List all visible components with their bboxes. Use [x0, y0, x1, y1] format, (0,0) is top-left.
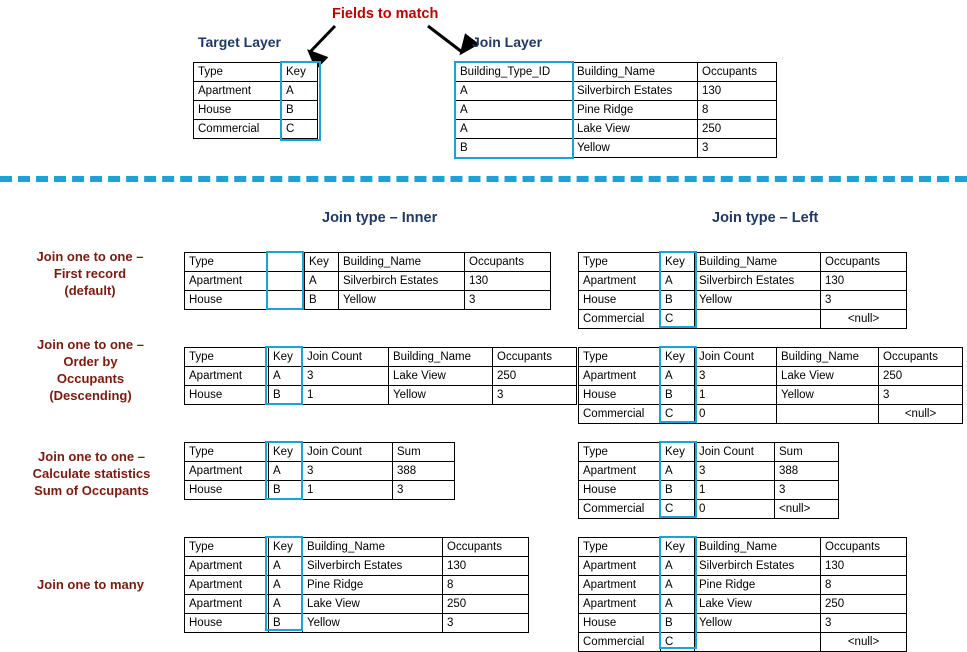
- cell: 130: [821, 557, 907, 576]
- cell: 388: [393, 462, 455, 481]
- cell: 3: [443, 614, 529, 633]
- cell: Pine Ridge: [695, 576, 821, 595]
- row-label-line: Occupants: [56, 371, 125, 386]
- cell: House: [579, 481, 661, 500]
- cell: A: [661, 576, 695, 595]
- cell: 0: [695, 405, 777, 424]
- column-header: Join Count: [303, 443, 393, 462]
- row1-inner-table-wrap: [184, 252, 551, 310]
- table-row: [185, 272, 551, 291]
- table-row: [185, 367, 577, 386]
- cell: A: [282, 82, 318, 101]
- row-label-order-by-occupants: [8, 336, 173, 404]
- column-header: Building_Name: [389, 348, 493, 367]
- join-layer-table: [455, 62, 777, 158]
- row-label-first-record: [10, 248, 170, 299]
- table-row: [456, 82, 777, 101]
- column-header: Type: [185, 253, 305, 272]
- cell: B: [269, 614, 303, 633]
- cell: Apartment: [185, 557, 269, 576]
- target-layer-table-wrap: [193, 62, 318, 139]
- column-header: Key: [269, 348, 303, 367]
- cell: Lake View: [389, 367, 493, 386]
- row2-inner-table-wrap: [184, 347, 577, 405]
- column-header: Key: [661, 253, 695, 272]
- row-label-line: (Descending): [49, 388, 132, 403]
- cell: House: [185, 481, 269, 500]
- cell: Apartment: [185, 462, 269, 481]
- row4-inner-table-wrap: [184, 537, 529, 633]
- table-header-row: [185, 253, 551, 272]
- cell: A: [661, 557, 695, 576]
- cell: Commercial: [194, 120, 282, 139]
- cell: B: [661, 481, 695, 500]
- cell: [695, 310, 821, 329]
- table-row: [579, 405, 963, 424]
- cell: 250: [879, 367, 963, 386]
- cell: A: [269, 462, 303, 481]
- cell: Apartment: [185, 576, 269, 595]
- cell: Commercial: [579, 405, 661, 424]
- column-header: Building_Name: [777, 348, 879, 367]
- cell: 3: [775, 481, 839, 500]
- cell: [777, 405, 879, 424]
- column-header: Key: [661, 538, 695, 557]
- cell: Yellow: [777, 386, 879, 405]
- column-header: Join Count: [695, 348, 777, 367]
- column-header: Building_Type_ID: [456, 63, 573, 82]
- cell: B: [661, 614, 695, 633]
- table-header-row: [579, 253, 907, 272]
- column-header: Building_Name: [573, 63, 698, 82]
- cell: <null>: [821, 633, 907, 652]
- table-row: [185, 557, 529, 576]
- table-row: [579, 500, 839, 519]
- column-header: Type: [579, 538, 661, 557]
- cell: 1: [695, 386, 777, 405]
- cell: Silverbirch Estates: [695, 557, 821, 576]
- cell: A: [456, 120, 573, 139]
- cell: House: [185, 291, 305, 310]
- cell: 3: [493, 386, 577, 405]
- column-header: Key: [282, 63, 318, 82]
- cell: C: [661, 405, 695, 424]
- cell: 3: [303, 462, 393, 481]
- column-header: Type: [185, 443, 269, 462]
- column-header: Type: [579, 348, 661, 367]
- table-row: [456, 101, 777, 120]
- cell: A: [661, 595, 695, 614]
- column-header: Occupants: [465, 253, 551, 272]
- cell: Apartment: [579, 576, 661, 595]
- cell: Commercial: [579, 310, 661, 329]
- cell: House: [579, 614, 661, 633]
- cell: Commercial: [579, 500, 661, 519]
- column-header: Type: [194, 63, 282, 82]
- table-row: [579, 481, 839, 500]
- cell: A: [661, 462, 695, 481]
- cell: Yellow: [695, 291, 821, 310]
- table-header-row: [185, 443, 455, 462]
- cell: 250: [821, 595, 907, 614]
- table-row: [194, 101, 318, 120]
- cell: 130: [443, 557, 529, 576]
- column-header: Type: [579, 443, 661, 462]
- table-row: [194, 120, 318, 139]
- cell: House: [194, 101, 282, 120]
- column-header: Type: [579, 253, 661, 272]
- table-row: [579, 595, 907, 614]
- cell: Silverbirch Estates: [695, 272, 821, 291]
- cell: B: [269, 481, 303, 500]
- row-label-line: Join one to one –: [36, 249, 144, 264]
- cell: 3: [821, 291, 907, 310]
- cell: A: [269, 557, 303, 576]
- cell: 3: [465, 291, 551, 310]
- row4-left-table: [578, 537, 907, 652]
- table-row: [456, 139, 777, 158]
- cell: Apartment: [579, 367, 661, 386]
- cell: 3: [821, 614, 907, 633]
- cell: 0: [695, 500, 775, 519]
- cell: B: [456, 139, 573, 158]
- column-header: Building_Name: [695, 538, 821, 557]
- table-header-row: [579, 538, 907, 557]
- table-row: [579, 614, 907, 633]
- cell: Silverbirch Estates: [303, 557, 443, 576]
- table-row: [579, 576, 907, 595]
- cell: 3: [695, 367, 777, 386]
- column-header: Occupants: [879, 348, 963, 367]
- cell: 3: [698, 139, 777, 158]
- target-layer-title: Target Layer: [198, 34, 281, 50]
- cell: House: [185, 386, 269, 405]
- table-header-row: [579, 443, 839, 462]
- row1-left-table: [578, 252, 907, 329]
- column-header: Building_Name: [303, 538, 443, 557]
- table-row: [579, 386, 963, 405]
- cell: 8: [821, 576, 907, 595]
- cell: <null>: [879, 405, 963, 424]
- cell: 1: [303, 481, 393, 500]
- column-header: Building_Name: [339, 253, 465, 272]
- target-layer-table: [193, 62, 318, 139]
- cell: Lake View: [777, 367, 879, 386]
- fields-to-match-title: Fields to match: [332, 6, 439, 22]
- cell: 3: [695, 462, 775, 481]
- table-row: [185, 291, 551, 310]
- cell: 1: [303, 386, 389, 405]
- row-label-line: (default): [64, 283, 116, 298]
- cell: 130: [698, 82, 777, 101]
- row1-inner-table: [184, 252, 551, 310]
- row-label-line: Calculate statistics: [32, 466, 151, 481]
- inner-join-title: Join type – Inner: [322, 210, 438, 226]
- section-divider: [0, 176, 967, 182]
- cell: B: [661, 386, 695, 405]
- row1-left-table-wrap: [578, 252, 907, 329]
- cell: A: [269, 576, 303, 595]
- table-row: [194, 82, 318, 101]
- cell: House: [579, 386, 661, 405]
- cell: Apartment: [579, 272, 661, 291]
- row-label-line: Join one to one –: [37, 337, 144, 352]
- table-row: [185, 481, 455, 500]
- cell: A: [661, 367, 695, 386]
- row-label-line: Join one to many: [37, 577, 144, 592]
- row2-left-table: [578, 347, 963, 424]
- cell: Commercial: [579, 633, 661, 652]
- table-header-row: [185, 538, 529, 557]
- column-header: Key: [661, 443, 695, 462]
- cell: Yellow: [573, 139, 698, 158]
- cell: Apartment: [194, 82, 282, 101]
- column-header: Key: [305, 253, 339, 272]
- cell: 250: [493, 367, 577, 386]
- row-label-line: Order by: [63, 354, 118, 369]
- column-header: Join Count: [695, 443, 775, 462]
- cell: House: [579, 291, 661, 310]
- cell: Yellow: [695, 614, 821, 633]
- cell: Apartment: [185, 367, 269, 386]
- cell: Lake View: [573, 120, 698, 139]
- cell: House: [185, 614, 269, 633]
- row4-left-table-wrap: [578, 537, 907, 652]
- column-header: Building_Name: [695, 253, 821, 272]
- cell: C: [661, 500, 695, 519]
- table-row: [456, 120, 777, 139]
- join-layer-title: Join Layer: [472, 34, 543, 50]
- table-row: [185, 386, 577, 405]
- column-header: Key: [269, 538, 303, 557]
- cell: Lake View: [695, 595, 821, 614]
- table-header-row: [185, 348, 577, 367]
- table-row: [579, 310, 907, 329]
- cell: A: [269, 595, 303, 614]
- table-row: [185, 595, 529, 614]
- row2-left-table-wrap: [578, 347, 963, 424]
- cell: Lake View: [303, 595, 443, 614]
- table-row: [579, 462, 839, 481]
- cell: 130: [821, 272, 907, 291]
- table-row: [579, 557, 907, 576]
- cell: Pine Ridge: [303, 576, 443, 595]
- left-join-title: Join type – Left: [712, 210, 819, 226]
- column-header: Occupants: [821, 253, 907, 272]
- column-header: Occupants: [821, 538, 907, 557]
- row-label-line: Join one to one –: [38, 449, 145, 464]
- cell: Pine Ridge: [573, 101, 698, 120]
- cell: Silverbirch Estates: [339, 272, 465, 291]
- cell: 1: [695, 481, 775, 500]
- row3-inner-table: [184, 442, 455, 500]
- row2-inner-table: [184, 347, 577, 405]
- cell: Apartment: [185, 595, 269, 614]
- cell: B: [661, 291, 695, 310]
- cell: C: [661, 310, 695, 329]
- cell: A: [456, 101, 573, 120]
- cell: 3: [393, 481, 455, 500]
- row-label-join-one-to-many: [8, 576, 173, 593]
- cell: 388: [775, 462, 839, 481]
- cell: 8: [443, 576, 529, 595]
- table-row: [185, 462, 455, 481]
- column-header: Join Count: [303, 348, 389, 367]
- table-header-row: [579, 348, 963, 367]
- column-header: Occupants: [493, 348, 577, 367]
- table-row: [185, 614, 529, 633]
- column-header: Type: [185, 538, 269, 557]
- cell: Yellow: [339, 291, 465, 310]
- cell: C: [282, 120, 318, 139]
- column-header: Occupants: [443, 538, 529, 557]
- row3-inner-table-wrap: [184, 442, 455, 500]
- cell: Apartment: [579, 462, 661, 481]
- column-header: Type: [185, 348, 269, 367]
- cell: A: [661, 272, 695, 291]
- table-row: [579, 272, 907, 291]
- join-layer-table-wrap: [455, 62, 777, 158]
- column-header: Key: [269, 443, 303, 462]
- cell: <null>: [821, 310, 907, 329]
- cell: B: [282, 101, 318, 120]
- cell: C: [661, 633, 695, 652]
- cell: 8: [698, 101, 777, 120]
- cell: Yellow: [389, 386, 493, 405]
- cell: A: [305, 272, 339, 291]
- row3-left-table: [578, 442, 839, 519]
- cell: 250: [443, 595, 529, 614]
- column-header: Sum: [393, 443, 455, 462]
- table-row: [579, 367, 963, 386]
- cell: Apartment: [579, 557, 661, 576]
- cell: 130: [465, 272, 551, 291]
- cell: 250: [698, 120, 777, 139]
- cell: Apartment: [185, 272, 305, 291]
- cell: Yellow: [303, 614, 443, 633]
- row-label-line: Sum of Occupants: [34, 483, 149, 498]
- table-row: [579, 291, 907, 310]
- row4-inner-table: [184, 537, 529, 633]
- cell: <null>: [775, 500, 839, 519]
- cell: 3: [879, 386, 963, 405]
- table-row: [579, 633, 907, 652]
- cell: Apartment: [579, 595, 661, 614]
- column-header: Occupants: [698, 63, 777, 82]
- cell: B: [305, 291, 339, 310]
- cell: A: [456, 82, 573, 101]
- cell: Silverbirch Estates: [573, 82, 698, 101]
- cell: A: [269, 367, 303, 386]
- cell: 3: [303, 367, 389, 386]
- row-label-line: First record: [53, 266, 127, 281]
- table-header-row: [456, 63, 777, 82]
- row-label-calculate-statistics: [4, 448, 179, 499]
- table-row: [185, 576, 529, 595]
- row3-left-table-wrap: [578, 442, 839, 519]
- column-header: Sum: [775, 443, 839, 462]
- cell: B: [269, 386, 303, 405]
- column-header: Key: [661, 348, 695, 367]
- cell: [695, 633, 821, 652]
- table-header-row: [194, 63, 318, 82]
